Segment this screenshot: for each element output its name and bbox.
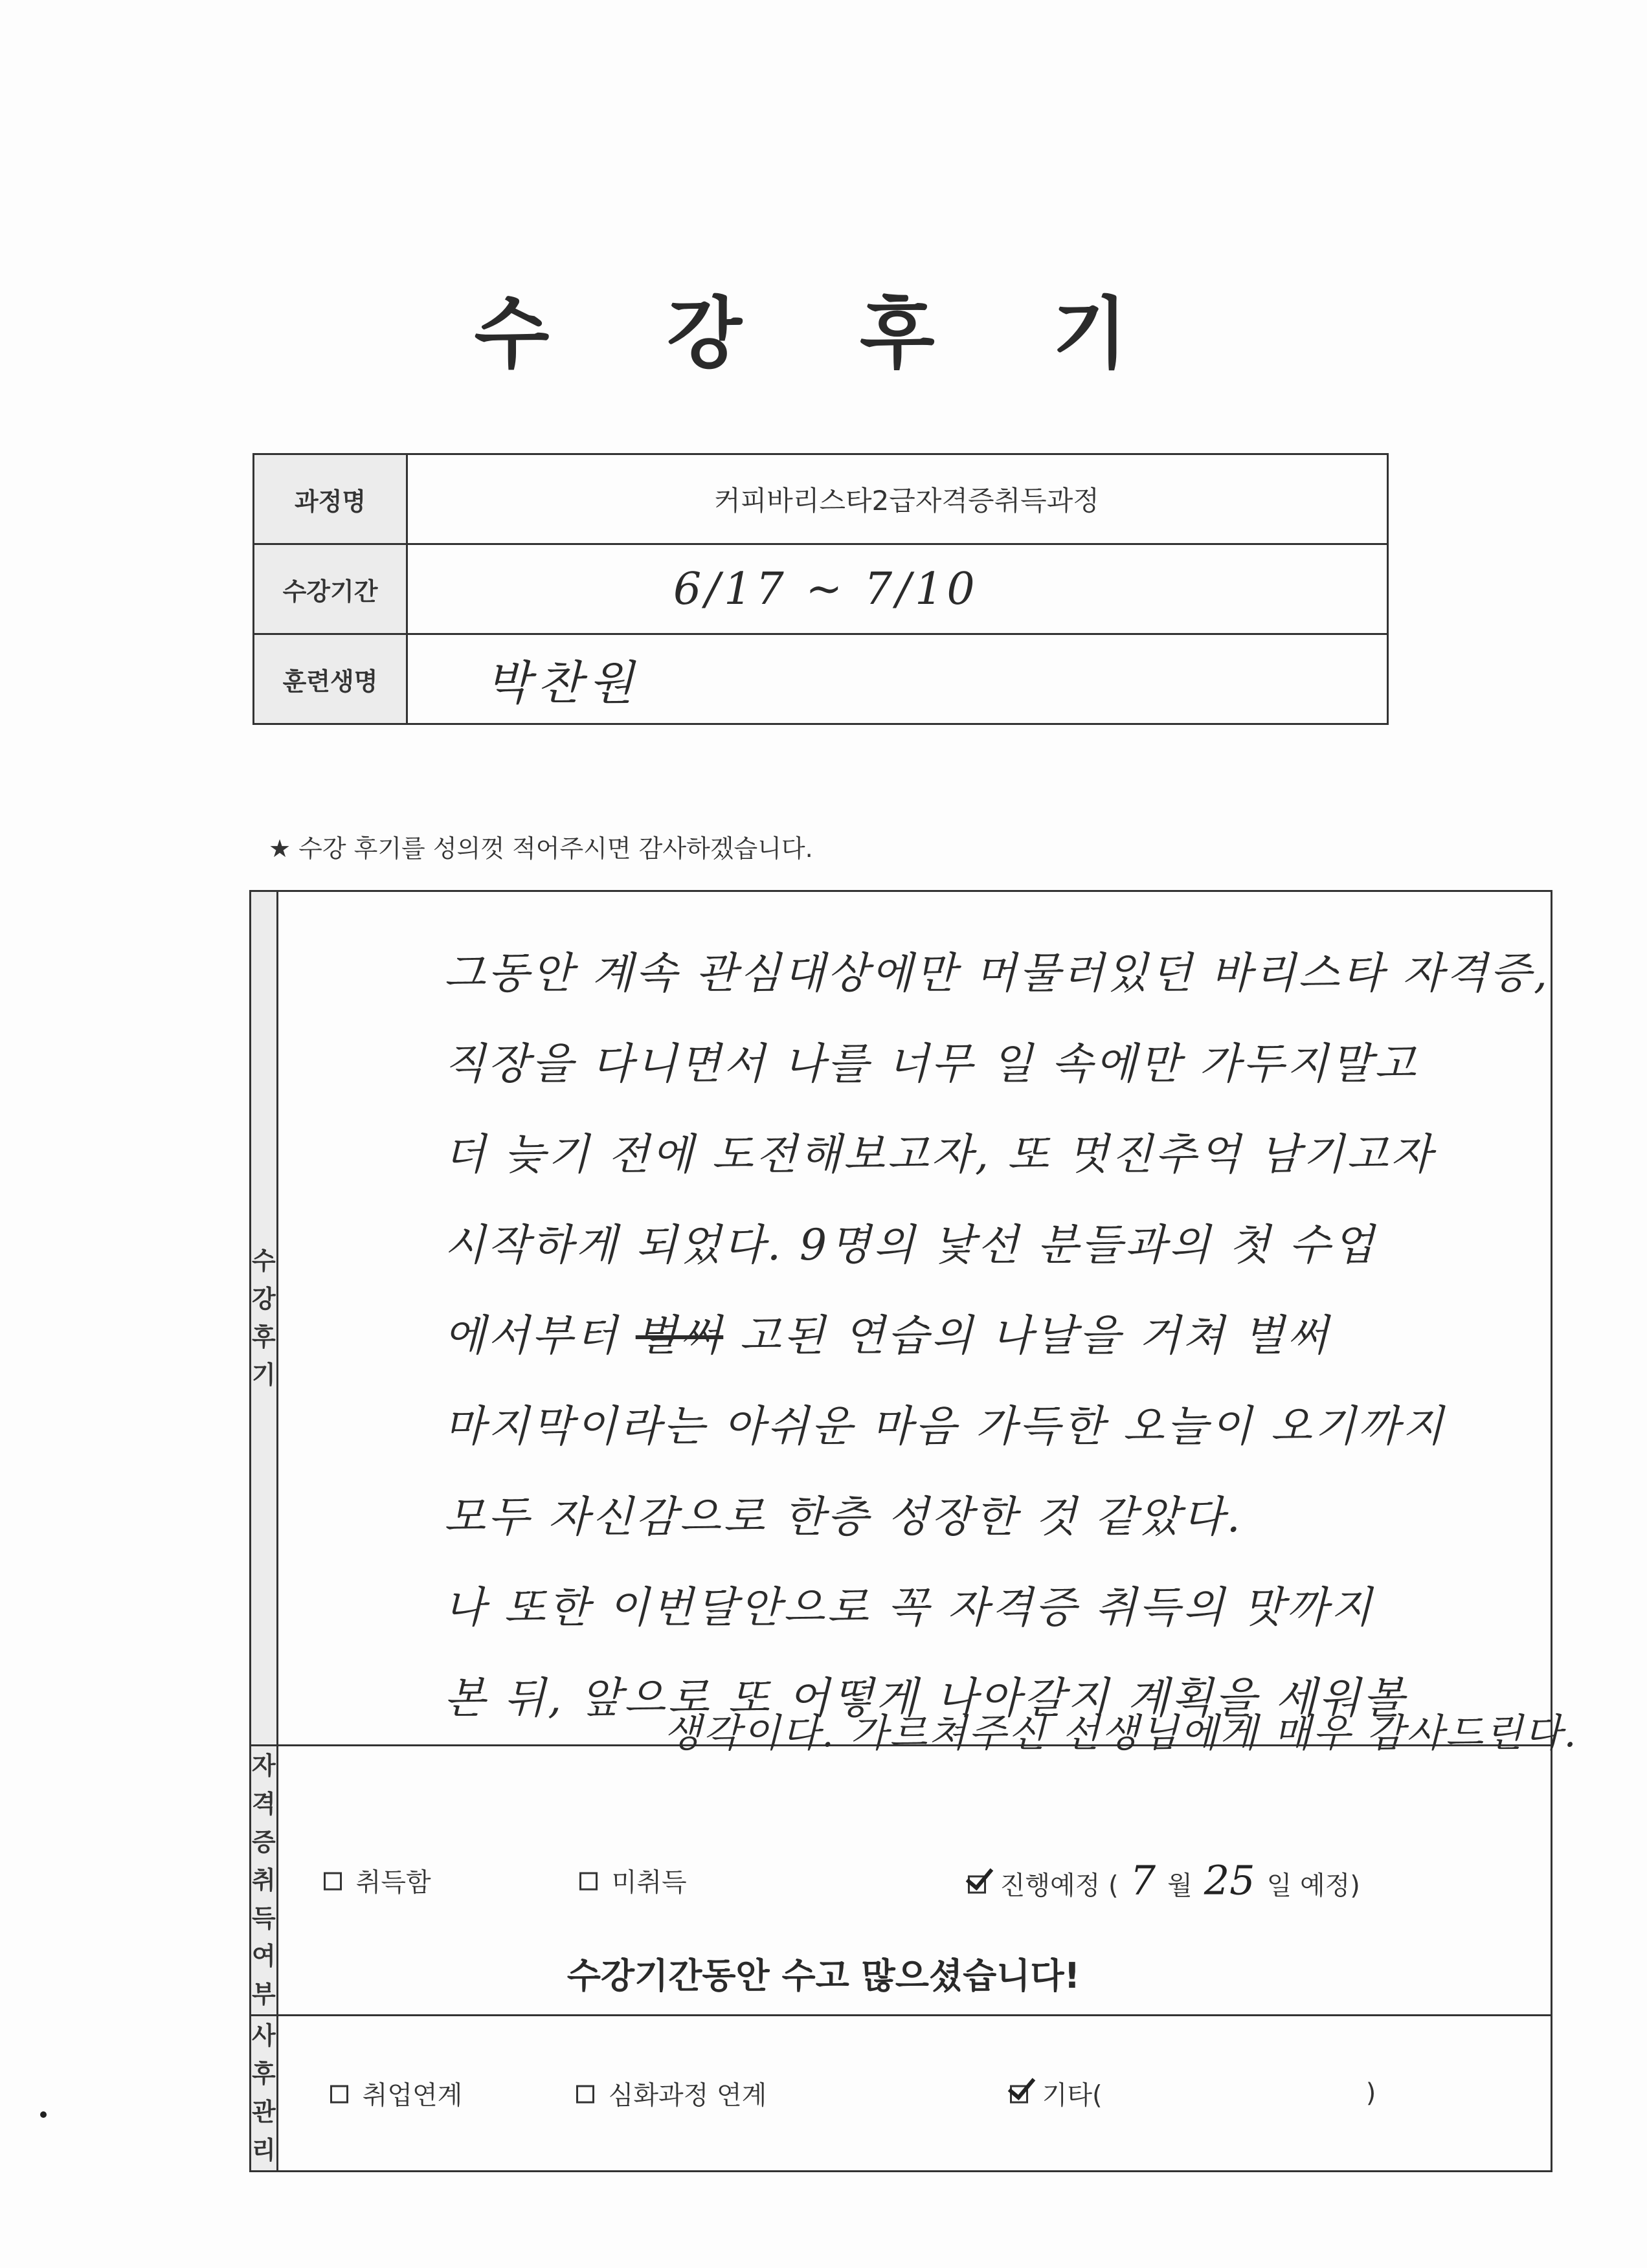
review-line-3: 더 늦기 전에 도전해보고자, 또 멋진추억 남기고자 [443, 1129, 1435, 1179]
checkbox-icon[interactable] [579, 1873, 598, 1891]
page-title: 수 강 후 기 [474, 289, 1173, 379]
review-line-9: 본 뒤, 앞으로 또 어떻게 나아갈지 계획을 세워볼 [443, 1673, 1407, 1723]
trainee-value: 박찬원 [407, 634, 1388, 724]
option-other-close: ) [1365, 2078, 1376, 2109]
struck-word: 벌써 [635, 1311, 724, 1361]
aftercare-options [277, 2016, 1551, 2172]
review-line-1: 그동안 계속 관심대상에만 머물러있던 바리스타 자격증, [443, 948, 1550, 998]
notice-text: ★ 수강 후기를 성의껏 적어주시면 감사하겠습니다. [269, 834, 813, 863]
checkbox-icon[interactable] [324, 1873, 342, 1891]
option-advanced-course[interactable]: 심화과정 연계 [576, 2075, 767, 2112]
review-line-6: 마지막이라는 아쉬운 마음 가득한 오늘이 오기까지 [443, 1401, 1446, 1451]
option-other[interactable]: 기타( [1010, 2075, 1103, 2112]
trainee-label: 훈련생명 [254, 634, 407, 724]
scan-speck [40, 2111, 47, 2118]
review-line-8: 나 또한 이번달안으로 꼭 자격증 취득의 맛까지 [443, 1583, 1374, 1632]
period-value: 6/17 ~ 7/10 [407, 544, 1388, 634]
review-line-7: 모두 자신감으로 한층 성장한 것 같았다. [443, 1492, 1243, 1542]
review-line-5-end: 고된 연습의 나날을 거쳐 벌써 [739, 1311, 1331, 1361]
checkbox-icon[interactable] [576, 2085, 594, 2104]
planned-day: 25 [1204, 1856, 1255, 1904]
footer-message: 수강기간동안 수고 많으셨습니다! [566, 1955, 1081, 1996]
option-not-acquired[interactable]: 미취득 [579, 1862, 687, 1899]
course-info-table [252, 453, 1389, 725]
review-body [277, 891, 1551, 1746]
checked-checkbox-icon[interactable] [968, 1876, 986, 1894]
course-label: 과정명 [254, 454, 407, 544]
checked-checkbox-icon[interactable] [1010, 2085, 1028, 2104]
checkbox-icon[interactable] [330, 2085, 348, 2104]
option-acquired[interactable]: 취득함 [324, 1862, 431, 1899]
review-line-10: 생각이다. 가르쳐주신 선생님에게 매우 감사드린다. [664, 1711, 1578, 1756]
option-planned[interactable]: 진행예정 ( 7 월 25 일 예정) [968, 1857, 1360, 1904]
review-line-4: 시작하게 되었다. 9명의 낯선 분들과의 첫 수업 [443, 1220, 1377, 1270]
aftercare-label: 사후관리 [251, 2016, 278, 2172]
option-employment[interactable]: 취업연계 [330, 2075, 463, 2112]
planned-month: 7 [1130, 1856, 1156, 1904]
review-line-5-start: 에서부터 [443, 1311, 620, 1361]
review-line-2: 직장을 다니면서 나를 너무 일 속에만 가두지말고 [443, 1039, 1418, 1089]
course-value: 커피바리스타2급자격증취득과정 [407, 454, 1388, 544]
review-label: 수강후기 [251, 891, 278, 1746]
certificate-label: 자격증 취득여부 [251, 1746, 278, 2016]
review-line-5 [444, 1291, 1550, 1381]
period-label: 수강기간 [254, 544, 407, 634]
